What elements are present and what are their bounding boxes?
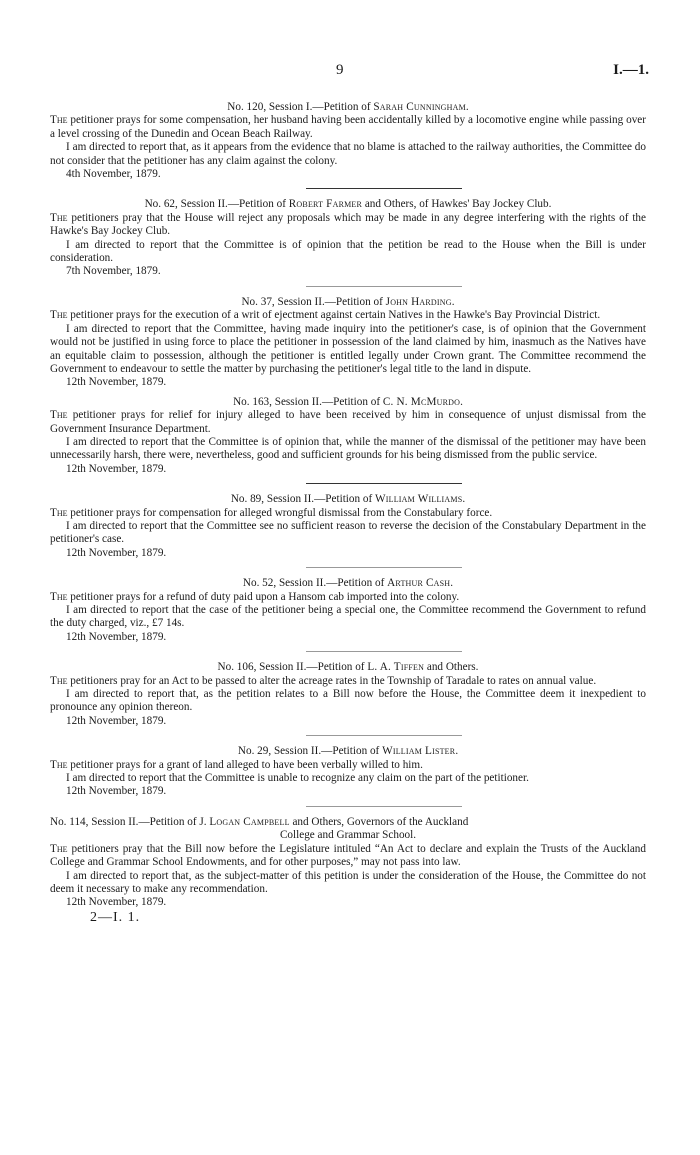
- report-date: 12th November, 1879.: [66, 546, 167, 559]
- petition-entry: [50, 101, 646, 181]
- petition-prayer: The petitioners pray that the House will reject any proposals which may be made in any degree interfering with the rights of the Hawke's Bay Jockey Club.: [50, 211, 646, 238]
- petition-title: No. 163, Session II.—Petition of C. N. McMurdo.: [233, 395, 463, 408]
- petition-entry: [50, 396, 646, 476]
- petition-prayer: The petitioner prays for a grant of land alleged to have been verbally willed to him.: [50, 758, 423, 771]
- petition-title: No. 114, Session II.—Petition of J. Logan Campbell and Others, Governors of the Auckland: [50, 815, 469, 828]
- petition-title-continued: College and Grammar School.: [279, 829, 417, 842]
- petition-entry: [50, 198, 646, 278]
- petitioner-name: Robert Farmer: [288, 198, 363, 211]
- report-date: 12th November, 1879.: [66, 630, 167, 643]
- petition-entry: [50, 745, 646, 799]
- petition-title: No. 89, Session II.—Petition of William Williams.: [230, 493, 466, 506]
- committee-report: I am directed to report that the case of the petitioner being a special one, the Committee recommend the Government to refund the duty charged, viz., £7 14s.: [50, 604, 646, 630]
- petition-prayer: The petitioner prays for some compensation, her husband having been accidentally killed by a locomotive engine while passing over a level crossing of the Dunedin and Ocean Beach Railway.: [50, 114, 646, 140]
- report-date: 7th November, 1879.: [66, 265, 161, 278]
- petition-title: No. 29, Session II.—Petition of William Lister.: [237, 745, 459, 758]
- committee-report: I am directed to report that the Committee see no sufficient reason to reverse the decision of the Constabulary Department in the petitioner's case.: [50, 519, 646, 546]
- committee-report: I am directed to report that the Committee is of opinion that the petition be read to the House when the Bill is under consideration.: [50, 238, 646, 265]
- section-divider: [306, 188, 462, 189]
- committee-report: I am directed to report that the Committee is unable to recognize any claim on the part of the petitioner.: [66, 772, 529, 785]
- printer-signature-mark: 2—I. 1.: [90, 909, 141, 925]
- petitioner-name: Logan Campbell: [209, 815, 290, 828]
- report-date: 12th November, 1879.: [66, 462, 167, 475]
- petition-prayer: The petitioner prays for the execution of a writ of ejectment against certain Natives in the Hawke's Bay Provincial District.: [50, 309, 601, 322]
- report-date: 12th November, 1879.: [66, 896, 167, 909]
- petition-entry: [50, 577, 646, 644]
- section-divider: [306, 483, 462, 484]
- petition-title: No. 106, Session II.—Petition of L. A. Tiffen and Others.: [217, 661, 479, 674]
- petition-title: No. 120, Session I.—Petition of Sarah Cunningham.: [227, 101, 469, 113]
- section-divider: [306, 735, 462, 736]
- petition-entry: [50, 661, 646, 728]
- petition-prayer: The petitioners pray that the Bill now before the Legislature intituled “An Act to declare and explain the Trusts of the Auckland College and Grammar School Endowments, and for other purposes,” may not pass into law.: [50, 842, 646, 869]
- petitioner-name: Sarah Cunningham: [373, 101, 466, 113]
- petitioner-name: William Williams: [375, 493, 463, 506]
- report-date: 12th November, 1879.: [66, 714, 167, 727]
- section-divider: [306, 651, 462, 652]
- petition-title: No. 37, Session II.—Petition of John Harding.: [241, 295, 455, 308]
- petition-prayer: The petitioner prays for relief for injury alleged to have been received by him in consequence of unjust dismissal from the Government Insurance Department.: [50, 409, 646, 435]
- petitioner-name: C. N. McMurdo: [382, 395, 461, 408]
- petition-entry: [50, 296, 646, 390]
- report-date: 12th November, 1879.: [66, 785, 167, 798]
- paper-reference: I.—1.: [613, 62, 649, 78]
- petitioner-name: Arthur Cash: [387, 577, 451, 590]
- section-divider: [306, 567, 462, 568]
- petition-title: No. 62, Session II.—Petition of Robert Farmer and Others, of Hawkes' Bay Jockey Club.: [144, 198, 552, 211]
- committee-report: I am directed to report that the Committee, having made inquiry into the petitioner's case, is of opinion that the Government would not be justified in using force to place the petitioner in possession of the land claimed by him, inasmuch as the Natives have an equitable claim to possession, although the petitioner is entitled legally under Crown grant. The Committee recommend the Government to endeavour to settle the matter by purchasing the petitioner's legal title to the land in dispute.: [50, 322, 646, 375]
- petition-prayer: The petitioner prays for a refund of duty paid upon a Hansom cab imported into the colony.: [50, 590, 460, 603]
- petitioner-name: L. A. Tiffen: [367, 661, 425, 674]
- petitioner-name: John Harding: [385, 295, 452, 308]
- section-divider: [306, 286, 462, 287]
- committee-report: I am directed to report that, as it appears from the evidence that no blame is attached to the railway authorities, the Committee do not consider that the petitioner has any claim against the colony.: [50, 141, 646, 167]
- petitions-body: [50, 101, 646, 924]
- committee-report: I am directed to report that the Committee is of opinion that, while the manner of the dismissal of the petitioner may have been unnecessarily harsh, there were, nevertheless, good and sufficient grounds for his being dismissed from the public service.: [50, 435, 646, 462]
- petition-entry: [50, 816, 646, 910]
- petitioner-name: William Lister: [382, 745, 456, 758]
- petition-title: No. 52, Session II.—Petition of Arthur Cash.: [242, 577, 454, 590]
- petition-prayer: The petitioners pray for an Act to be passed to alter the acreage rates in the Township of Taradale to rates on annual value.: [50, 674, 597, 687]
- report-date: 4th November, 1879.: [66, 168, 161, 181]
- report-date: 12th November, 1879.: [66, 376, 167, 389]
- committee-report: I am directed to report that, as the subject-matter of this petition is under the consideration of the House, the Committee do not deem it necessary to make any recommendation.: [50, 869, 646, 895]
- committee-report: I am directed to report that, as the petition relates to a Bill now before the House, the Committee deem it inexpedient to pronounce any opinion thereon.: [50, 688, 646, 714]
- petition-prayer: The petitioner prays for compensation for alleged wrongful dismissal from the Constabulary force.: [50, 506, 493, 519]
- section-divider: [306, 806, 462, 807]
- petition-entry: [50, 493, 646, 560]
- page-number: 9: [336, 62, 344, 78]
